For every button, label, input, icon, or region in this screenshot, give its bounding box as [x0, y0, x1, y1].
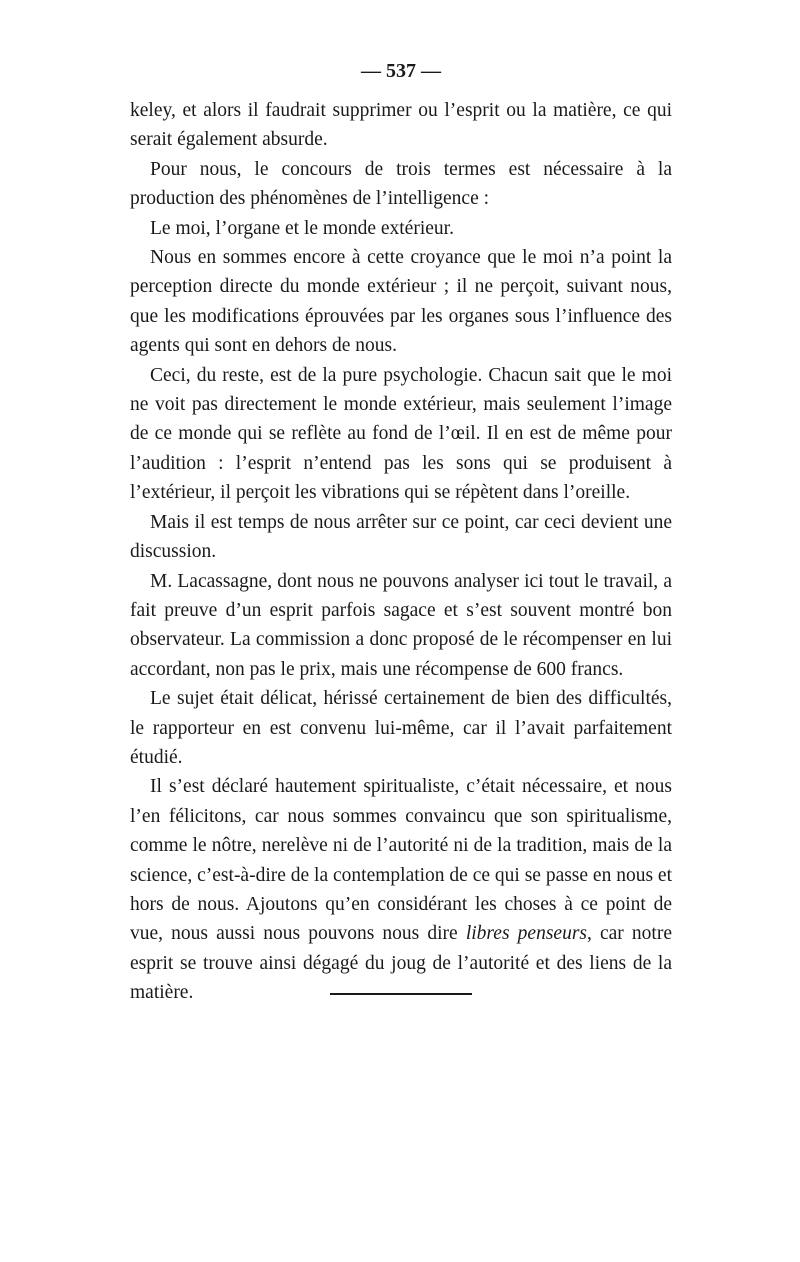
paragraph-6: Mais il est temps de nous arrêter sur ce point, car ceci devient une discussion. [130, 511, 672, 563]
paragraph-4: Nous en sommes encore à cette croyance que le moi n’a point la perception directe du monde extérieur ; il ne perçoit, suivant nous, que les modifications éprouvées par les organes sous l’influence des agents qui sont en dehors de nous. [130, 247, 672, 357]
page-number: — 537 — [361, 60, 441, 82]
paragraph-2: Pour nous, le concours de trois termes est nécessaire à la production des phénomènes de l’intelligence : [130, 158, 672, 210]
paragraph-9-text-before: Il s’est déclaré hautement spiritualiste, c’était nécessaire, et nous l’en félicitons, car nous sommes convaincu que son spiritualisme, comme le nôtre, nerelève ni de l’autorité ni de la tradition, mais de la science, c’est-à-dire de la contemplation de ce qui se passe en nous et hors de nous. Ajoutons qu’en considérant les choses à ce point de vue, nous aussi nous pouvons nous dire [130, 776, 672, 945]
paragraph-5: Ceci, du reste, est de la pure psychologie. Chacun sait que le moi ne voit pas directement le monde extérieur, mais seulement l’image de ce monde qui se reflète au fond de l’œil. Il en est de même pour l’audition : l’esprit n’entend pas les sons qui se produisent à l’extérieur, il perçoit les vibrations qui se répètent dans l’oreille. [130, 364, 672, 504]
paragraph-3: Le moi, l’organe et le monde extérieur. [150, 217, 454, 239]
paragraph-8: Le sujet était délicat, hérissé certainement de bien des difficultés, le rapporteur en est convenu lui-même, car il l’avait parfaitement étudié. [130, 688, 672, 768]
paragraph-9-text-after: , car notre esprit se trouve ainsi dégagé du joug de l’autorité et des liens de la matière. [130, 923, 672, 1004]
page-text-block [130, 58, 672, 1008]
italic-phrase: libres penseurs [465, 923, 587, 945]
section-end-rule [330, 993, 472, 995]
paragraph-7: M. Lacassagne, dont nous ne pouvons analyser ici tout le travail, a fait preuve d’un esprit parfois sagace et s’est souvent montré bon observateur. La commission a donc proposé de le récompenser en lui accordant, non pas le prix, mais une récompense de 600 francs. [130, 570, 672, 680]
paragraph-9 [130, 772, 672, 1007]
paragraph-1: keley, et alors il faudrait supprimer ou l’esprit ou la matière, ce qui serait également absurde. [130, 100, 672, 151]
